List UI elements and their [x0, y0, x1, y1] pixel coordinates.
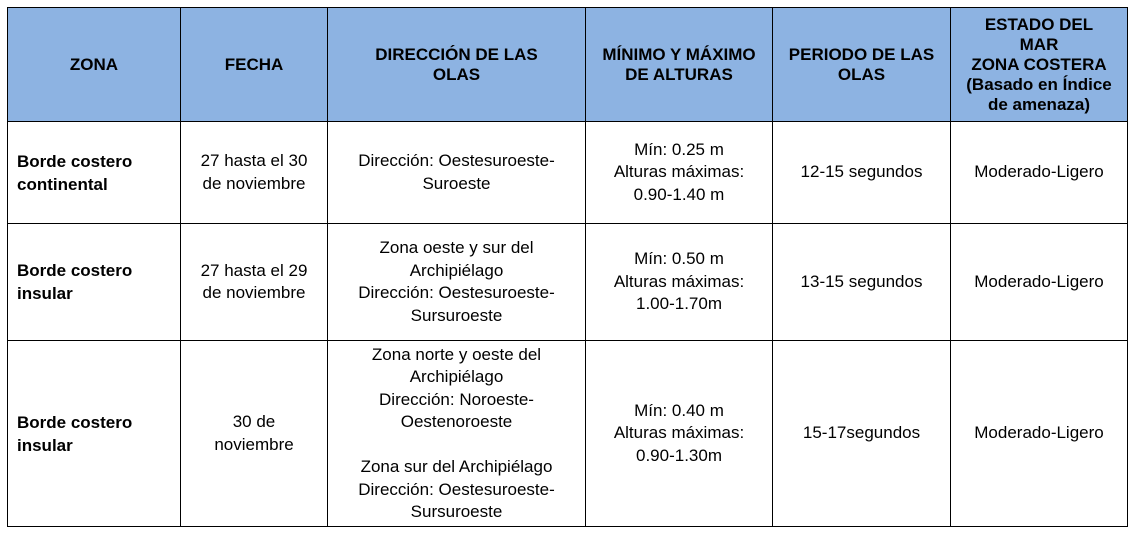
cell-fecha: [181, 224, 328, 341]
cell-periodo: [773, 341, 951, 527]
cell-line: Moderado-Ligero: [974, 162, 1104, 182]
cell-zona: [8, 224, 181, 341]
cell-line: Alturas máximas:: [613, 423, 745, 443]
cell-alturas: [586, 224, 773, 341]
cell-line: continental: [17, 174, 108, 194]
cell-line: Mín: 0.40 m: [634, 400, 724, 420]
cell-fecha: [181, 341, 328, 527]
wave-forecast-table: [7, 7, 1128, 527]
cell-direccion: [328, 122, 586, 224]
cell-line: 0.90-1.40 m: [633, 184, 725, 204]
cell-line: Dirección: Oestesuroeste-: [358, 479, 555, 499]
header-line: MAR: [1019, 34, 1059, 54]
cell-line: de noviembre: [202, 173, 306, 193]
cell-estado: [951, 224, 1128, 341]
header-line: DE ALTURAS: [625, 64, 733, 84]
cell-line: 27 hasta el 30: [200, 151, 308, 170]
cell-zona: [8, 122, 181, 224]
header-line: ZONA COSTERA: [971, 54, 1107, 74]
table-row: [8, 122, 1128, 224]
cell-periodo: [773, 122, 951, 224]
cell-line: Sursuroeste: [410, 502, 503, 521]
cell-line: Moderado-Ligero: [974, 423, 1104, 443]
header-line: de amenaza): [987, 94, 1091, 114]
cell-line: Sursuroeste: [410, 305, 503, 325]
cell-line: 12-15 segundos: [800, 162, 923, 182]
cell-zona: [8, 341, 181, 527]
cell-periodo: [773, 224, 951, 341]
header-direccion: [328, 8, 586, 122]
cell-estado: [951, 341, 1128, 527]
header-line: DIRECCIÓN DE LAS: [375, 44, 538, 64]
cell-line: 1.00-1.70m: [636, 294, 722, 314]
header-row: [8, 8, 1128, 122]
cell-line: insular: [17, 435, 73, 455]
table-row: [8, 224, 1128, 341]
cell-line: Zona norte y oeste del: [371, 344, 542, 364]
table-row: [8, 341, 1128, 527]
header-fecha: [181, 8, 328, 122]
cell-line: Zona oeste y sur del: [379, 238, 534, 257]
cell-line: 27 hasta el 29: [200, 260, 308, 280]
header-line: (Basado en Índice: [966, 74, 1112, 94]
header-zona: [8, 8, 181, 122]
cell-fecha: [181, 122, 328, 224]
cell-line: Archipiélago: [409, 367, 504, 386]
cell-line: Suroeste: [422, 173, 491, 193]
cell-line: Dirección: Noroeste-: [379, 389, 534, 409]
header-line: MÍNIMO Y MÁXIMO: [602, 44, 756, 64]
header-line: OLAS: [432, 64, 481, 84]
cell-alturas: [586, 122, 773, 224]
header-line: ESTADO DEL: [984, 14, 1094, 34]
header-line: FECHA: [224, 54, 284, 74]
cell-line: Archipiélago: [409, 260, 504, 280]
cell-line: 13-15 segundos: [800, 271, 923, 291]
cell-line: 0.90-1.30m: [636, 445, 722, 465]
cell-line: Alturas máximas:: [613, 162, 745, 182]
header-line: ZONA: [69, 54, 119, 74]
cell-line: Borde costero: [17, 151, 133, 171]
cell-direccion: [328, 341, 586, 527]
cell-line: Zona sur del Archipiélago: [360, 457, 553, 476]
cell-line: 30 de: [232, 412, 276, 431]
cell-line: Borde costero: [17, 412, 133, 432]
header-line: PERIODO DE LAS: [788, 44, 935, 64]
cell-estado: [951, 122, 1128, 224]
cell-alturas: [586, 341, 773, 527]
header-estado: [951, 8, 1128, 122]
header-periodo: [773, 8, 951, 122]
cell-line: de noviembre: [202, 283, 306, 302]
cell-line: Alturas máximas:: [613, 271, 745, 291]
cell-line: Dirección: Oestesuroeste-: [358, 151, 555, 170]
cell-line: Borde costero: [17, 261, 133, 280]
header-line: OLAS: [837, 64, 886, 84]
cell-line: Dirección: Oestesuroeste-: [358, 283, 555, 302]
cell-line: Oestenoroeste: [400, 412, 513, 431]
cell-line: Mín: 0.25 m: [634, 139, 724, 159]
cell-line: Moderado-Ligero: [974, 271, 1104, 291]
cell-direccion: [328, 224, 586, 341]
cell-line: noviembre: [214, 434, 294, 454]
header-alturas: [586, 8, 773, 122]
cell-line: 15-17segundos: [802, 423, 921, 443]
cell-line: insular: [17, 284, 73, 303]
cell-line: Mín: 0.50 m: [634, 249, 724, 269]
cell-spacer: [331, 434, 582, 457]
